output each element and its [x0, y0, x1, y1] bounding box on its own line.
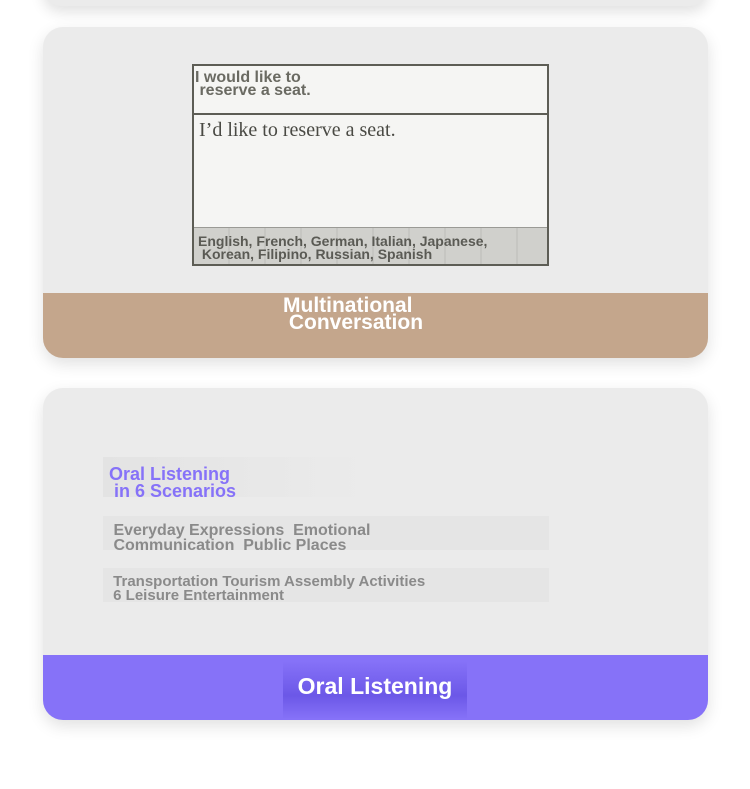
device-output-text: I’d like to reserve a seat. — [199, 119, 396, 141]
feature-item: Transportation Tourism Assembly Activities 6 Leisure Entertainment — [103, 568, 549, 602]
translator-device-image — [192, 64, 549, 266]
card-label-band — [43, 293, 708, 358]
listening-title: Oral Listening in 6 Scenarios — [103, 457, 365, 497]
multinational-conversation-card — [43, 27, 708, 358]
card-label: Multinational Conversation — [283, 294, 424, 334]
supported-languages: English, French, German, Italian, Japanese, Korean, Filipino, Russian, Spanish — [198, 233, 488, 262]
oral-listening-card — [43, 388, 708, 720]
card-label-band — [43, 655, 708, 720]
device-input-text: I would like to reserve a seat. — [195, 69, 311, 99]
card-label: Oral Listening — [283, 661, 467, 719]
feature-item: Everyday Expressions Emotional Communication Public Places — [103, 516, 549, 550]
previous-card-edge — [43, 0, 708, 6]
device-input-panel — [194, 66, 547, 115]
device-keypad — [194, 227, 547, 264]
